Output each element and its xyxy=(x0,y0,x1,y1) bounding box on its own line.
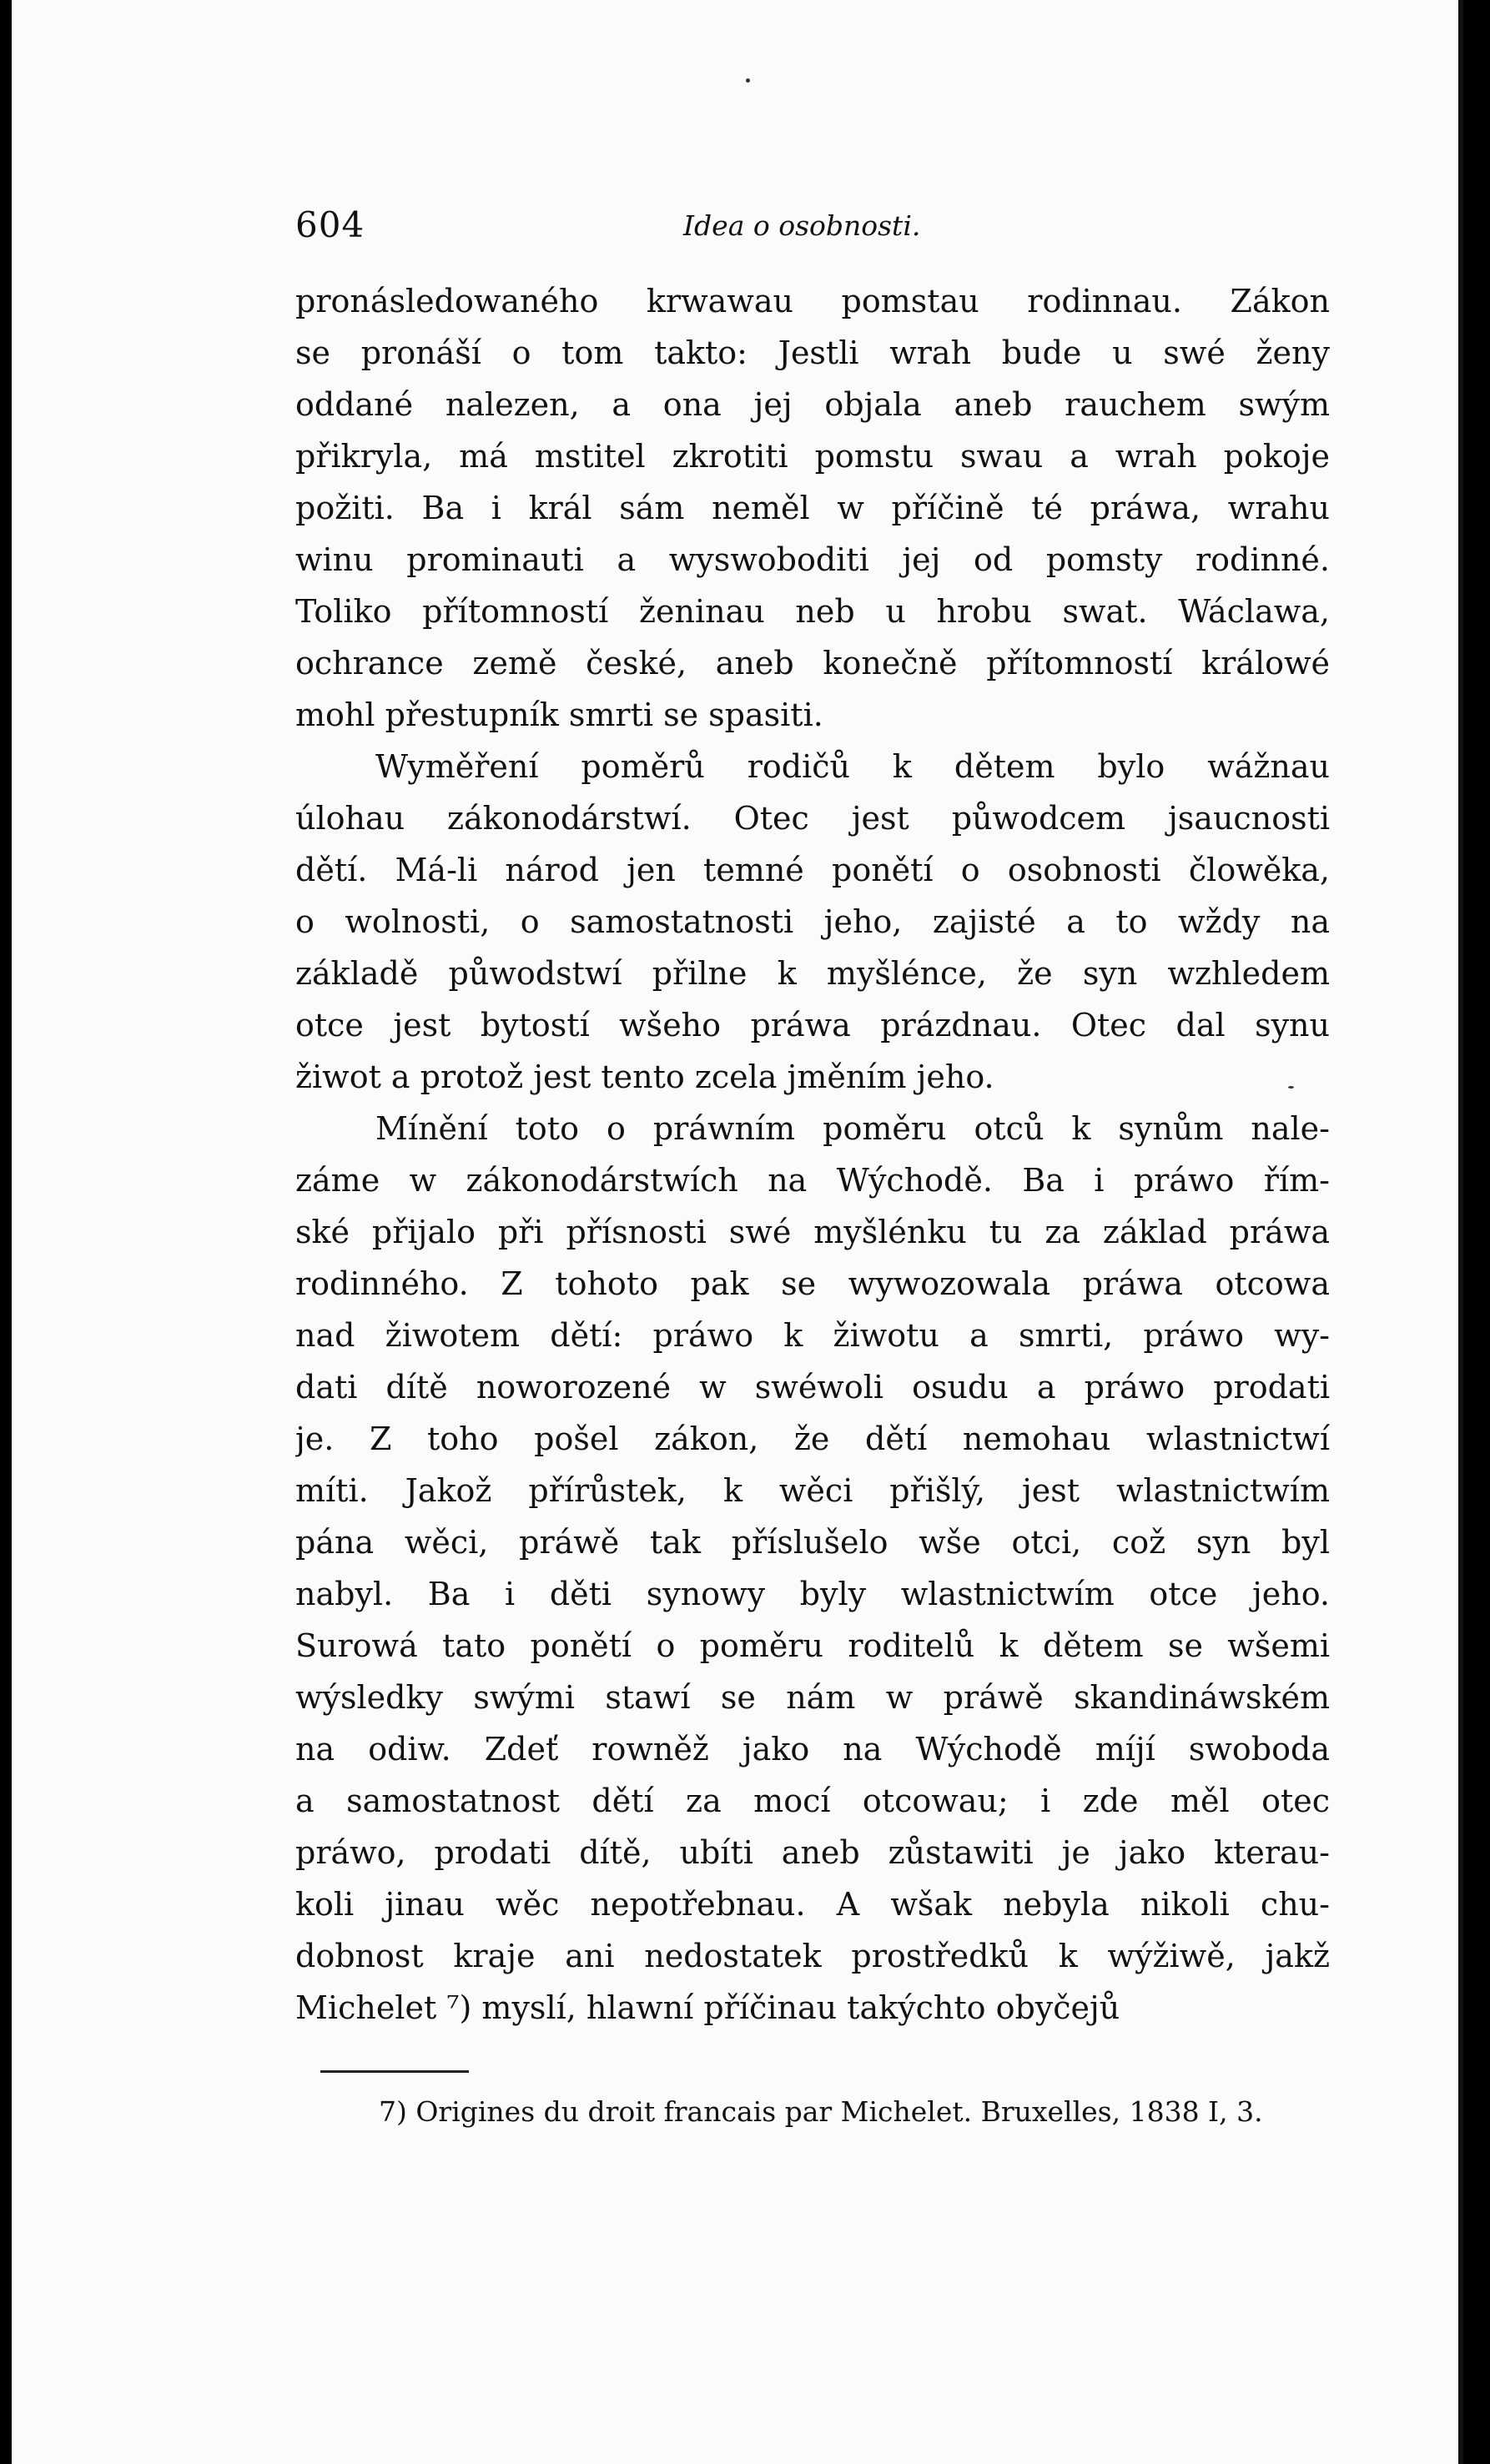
paragraph xyxy=(295,741,1330,1103)
text-line: dobnost kraje ani nedostatek prostředků k wýžiwě, jakž xyxy=(295,1938,1330,1974)
text-line: na odiw. Zdeť rowněž jako na Wýchodě míjí swoboda xyxy=(295,1731,1330,1768)
text-line: mohl přestupník smrti se spasiti. xyxy=(295,696,823,733)
paper-speck xyxy=(746,78,750,83)
text-line: otce jest bytostí wšeho práwa prázdnau. Otec dal synu xyxy=(295,1007,1330,1043)
text-line: a samostatnost dětí za mocí otcowau; i zde měl otec xyxy=(295,1783,1330,1819)
paragraph xyxy=(295,275,1330,741)
text-line: oddané nalezen, a ona jej objala aneb rauchem swým xyxy=(295,386,1330,423)
text-line: úlohau zákonodárstwí. Otec jest půwodcem jsaucnosti xyxy=(295,800,1330,837)
text-line: přikryla, má mstitel zkrotiti pomstu swau a wrah pokoje xyxy=(295,438,1330,475)
text-line: práwo, prodati dítě, ubíti aneb zůstawiti je jako kterau- xyxy=(295,1834,1330,1871)
page-header xyxy=(295,204,929,263)
book-page xyxy=(12,0,1463,2464)
text-line: rodinného. Z tohoto pak se wywozowala práwa otcowa xyxy=(295,1265,1330,1302)
text-line: koli jinau wěc nepotřebnau. A wšak nebyla nikoli chu- xyxy=(295,1886,1330,1923)
text-line: Michelet ⁷) myslí, hlawní příčinau takýchto obyčejů xyxy=(295,1989,1120,2026)
text-line: Mínění toto o práwním poměru otců k synům nale- xyxy=(375,1110,1330,1147)
footnote: 7) Origines du droit francais par Michelet. Bruxelles, 1838 I, 3. xyxy=(379,2095,1263,2128)
text-line: o wolnosti, o samostatnosti jeho, zajisté a to wždy na xyxy=(295,903,1330,940)
text-line: požiti. Ba i král sám neměl w příčině té práwa, wrahu xyxy=(295,490,1330,526)
text-line: ské přijalo při přísnosti swé myšlénku tu za základ práwa xyxy=(295,1214,1330,1250)
text-line: ochrance země české, aneb konečně přítomností králowé xyxy=(295,645,1330,681)
text-line: žiwot a protož jest tento zcela jměním jeho. xyxy=(295,1059,994,1095)
text-line: Surowá tato ponětí o poměru roditelů k dětem se wšemi xyxy=(295,1627,1330,1664)
body-text xyxy=(295,275,1330,2034)
paper-speck xyxy=(1288,1086,1294,1089)
text-line: základě půwodstwí přilne k myšlénce, že syn wzhledem xyxy=(295,955,1330,992)
text-line: dětí. Má-li národ jen temné ponětí o osobnosti člowěka, xyxy=(295,852,1330,888)
text-line: nabyl. Ba i děti synowy byly wlastnictwím otce jeho. xyxy=(295,1576,1330,1612)
paragraph xyxy=(295,1103,1330,2034)
text-line: pána wěci, práwě tak příslušelo wše otci, což syn byl xyxy=(295,1524,1330,1561)
text-line: míti. Jakož přírůstek, k wěci přišlý, jest wlastnictwím xyxy=(295,1472,1330,1509)
text-line: Toliko přítomností ženinau neb u hrobu swat. Wáclawa, xyxy=(295,593,1330,630)
text-line: wýsledky swými stawí se nám w práwě skandináwském xyxy=(295,1679,1330,1716)
page-number: 604 xyxy=(295,204,365,245)
text-line: je. Z toho pošel zákon, že dětí nemohau wlastnictwí xyxy=(295,1421,1330,1457)
text-line: se pronáší o tom takto: Jestli wrah bude u swé ženy xyxy=(295,334,1330,371)
text-line: winu prominauti a wyswoboditi jej od pomsty rodinné. xyxy=(295,541,1330,578)
page-edge-shadow xyxy=(1458,0,1463,2464)
text-line: pronásledowaného krwawau pomstau rodinnau. Zákon xyxy=(295,283,1330,319)
text-line: dati dítě noworozené w swéwoli osudu a práwo prodati xyxy=(295,1369,1330,1405)
running-title: Idea o osobnosti. xyxy=(683,209,921,242)
text-line: Wyměření poměrů rodičů k dětem bylo wážnau xyxy=(375,748,1330,785)
text-line: záme w zákonodárstwích na Wýchodě. Ba i práwo řím- xyxy=(295,1162,1330,1199)
text-line: nad žiwotem dětí: práwo k žiwotu a smrti, práwo wy- xyxy=(295,1317,1330,1354)
footnote-rule xyxy=(320,2070,469,2073)
